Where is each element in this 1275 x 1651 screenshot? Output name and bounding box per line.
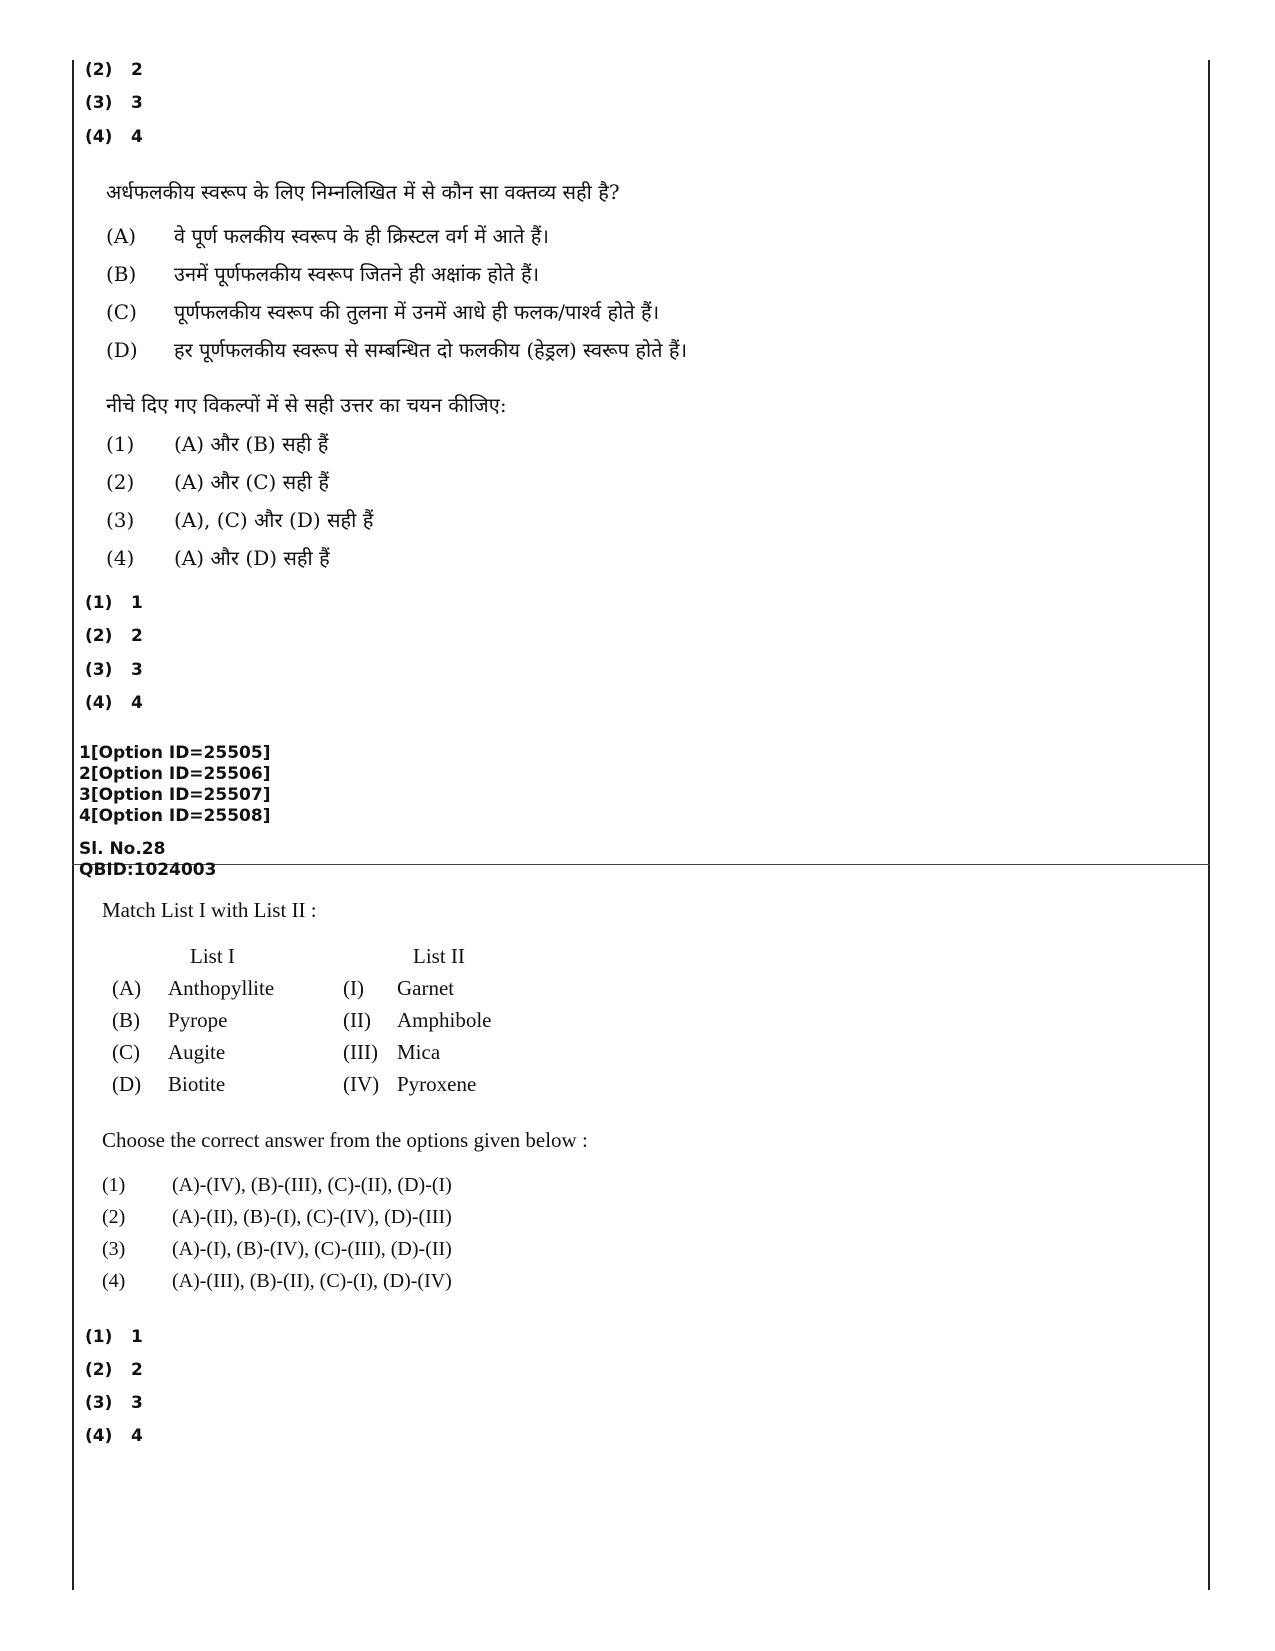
statement: (D) हर पूर्णफलकीय स्वरूप से सम्बन्धित दो फलकीय (हेड्रल) स्वरूप होते हैं। — [106, 338, 688, 362]
answer-option[interactable]: (2) 2 — [85, 60, 143, 80]
answer-option[interactable]: (2) 2 — [85, 626, 143, 646]
list2-header: List II — [413, 944, 465, 968]
answer-option[interactable]: (4) 4 — [85, 693, 143, 713]
serial-number: Sl. No.28 — [79, 839, 166, 859]
list1-header: List I — [190, 944, 235, 968]
answer-option[interactable]: (1) 1 — [85, 1327, 143, 1347]
instruction-text: नीचे दिए गए विकल्पों में से सही उत्तर का चयन कीजिए: — [106, 393, 507, 417]
match-row: (B) Pyrope (II) Amphibole — [112, 1008, 492, 1032]
choice: (4) (A) और (D) सही हैं — [106, 546, 330, 570]
answer-option[interactable]: (1) 1 — [85, 593, 143, 613]
answer-option[interactable]: (3) 3 — [85, 1393, 143, 1413]
match-row: (C) Augite (III) Mica — [112, 1040, 441, 1064]
statement: (A) वे पूर्ण फलकीय स्वरूप के ही क्रिस्टल वर्ग में आते हैं। — [106, 224, 549, 248]
answer-option[interactable]: (3) 3 — [85, 93, 143, 113]
option-id: 3[Option ID=25507] — [79, 785, 271, 805]
option-id: 1[Option ID=25505] — [79, 743, 271, 763]
match-row: (A) Anthopyllite (I) Garnet — [112, 976, 455, 1000]
question-text: Match List I with List II : — [102, 898, 317, 922]
choice: (2) (A) और (C) सही हैं — [106, 470, 329, 494]
question-text: अर्धफलकीय स्वरूप के लिए निम्नलिखित में से कौन सा वक्तव्य सही है? — [106, 180, 620, 204]
qbid: QBID:1024003 — [79, 860, 217, 880]
choice: (4) (A)-(III), (B)-(II), (C)-(I), (D)-(IV) — [102, 1270, 452, 1292]
answer-option[interactable]: (4) 4 — [85, 127, 143, 147]
choice: (3) (A), (C) और (D) सही हैं — [106, 508, 374, 532]
option-id: 4[Option ID=25508] — [79, 806, 271, 826]
choice: (1) (A)-(IV), (B)-(III), (C)-(II), (D)-(I) — [102, 1174, 452, 1196]
statement: (C) पूर्णफलकीय स्वरूप की तुलना में उनमें आधे ही फलक/पार्श्व होते हैं। — [106, 300, 660, 324]
instruction-text: Choose the correct answer from the options given below : — [102, 1128, 588, 1152]
choice: (1) (A) और (B) सही हैं — [106, 432, 329, 456]
answer-option[interactable]: (2) 2 — [85, 1360, 143, 1380]
choice: (3) (A)-(I), (B)-(IV), (C)-(III), (D)-(II) — [102, 1238, 452, 1260]
option-id: 2[Option ID=25506] — [79, 764, 271, 784]
question-divider — [72, 864, 1210, 865]
match-row: (D) Biotite (IV) Pyroxene — [112, 1072, 477, 1096]
answer-option[interactable]: (3) 3 — [85, 660, 143, 680]
answer-option[interactable]: (4) 4 — [85, 1426, 143, 1446]
choice: (2) (A)-(II), (B)-(I), (C)-(IV), (D)-(III) — [102, 1206, 452, 1228]
statement: (B) उनमें पूर्णफलकीय स्वरूप जितने ही अक्षांक होते हैं। — [106, 262, 540, 286]
